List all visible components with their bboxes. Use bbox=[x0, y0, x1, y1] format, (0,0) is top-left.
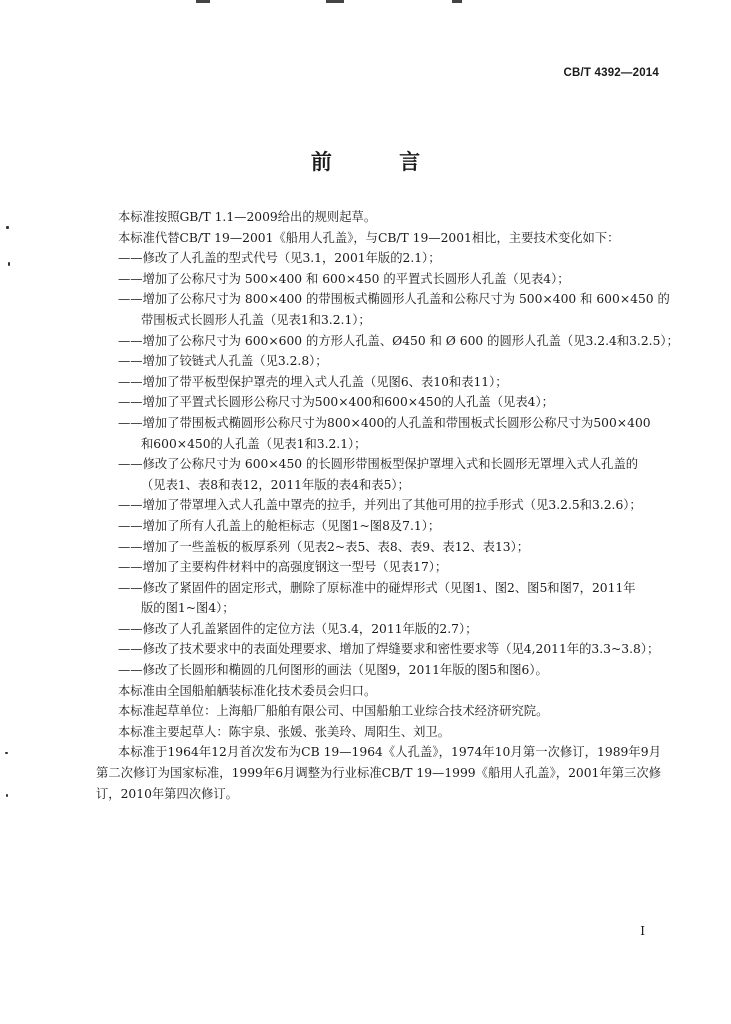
paragraph-history: 本标准于1964年12月首次发布为CB 19—1964《人孔盖》，1974年10月第一次修订，1989年9月第二次修订为国家标准，1999年6月调整为行业标准CB/T 19—1999《船用人孔盖》，2001年第三次修订，2010年第四次修订。 bbox=[96, 745, 661, 801]
list-item: ——修改了技术要求中的表面处理要求、增加了焊缝要求和密性要求等（见4,2011年的3.3~3.8）； bbox=[118, 642, 660, 657]
list-item-continuation: （见表1、表8和表12，2011年版的表4和表5）； bbox=[141, 477, 410, 492]
list-item: ——增加了带罩埋入式人孔盖中罩壳的拉手，并列出了其他可用的拉手形式（见3.2.5和3.2.6）； bbox=[118, 498, 642, 513]
list-item: ——增加了铰链式人孔盖（见3.2.8）； bbox=[118, 354, 328, 369]
paragraph-committee: 本标准由全国船舶舾装标准化技术委员会归口。 bbox=[118, 683, 377, 698]
scan-speck bbox=[5, 752, 8, 754]
list-item: ——修改了紧固件的固定形式，删除了原标准中的碰焊形式（见图1、图2、图5和图7，2011年 bbox=[118, 580, 636, 595]
list-item: ——增加了主要构件材料中的高强度钢这一型号（见表17）； bbox=[118, 560, 448, 575]
paragraph-replacement: 本标准代替CB/T 19—2001《船用人孔盖》，与CB/T 19—2001相比，主要技术变化如下： bbox=[118, 230, 620, 245]
page-number: I bbox=[640, 924, 645, 938]
paragraph-drafting-units: 本标准起草单位：上海船厂船舶有限公司、中国船舶工业综合技术经济研究院。 bbox=[118, 704, 549, 719]
list-item: ——修改了长圆形和椭圆的几何图形的画法（见图9，2011年版的图5和图6）。 bbox=[118, 663, 548, 678]
list-item: ——增加了公称尺寸为 500×400 和 600×450 的平置式长圆形人孔盖（见表4）； bbox=[118, 271, 570, 286]
list-item: ——增加了带平板型保护罩壳的埋入式人孔盖（见图6、表10和表11）； bbox=[118, 374, 508, 389]
scan-edge-mark bbox=[452, 0, 462, 3]
list-item: ——修改了公称尺寸为 600×450 的长圆形带围板型保护罩埋入式和长圆形无罩埋入式人孔盖的 bbox=[118, 457, 639, 472]
list-item-continuation: 带围板式长圆形人孔盖（见表1和3.2.1）； bbox=[141, 312, 371, 327]
page-title: 前 言 bbox=[310, 149, 451, 174]
list-item: ——增加了公称尺寸为 800×400 的带围板式椭圆形人孔盖和公称尺寸为 500×400 和 600×450 的 bbox=[118, 292, 670, 307]
paragraph-drafters: 本标准主要起草人：陈宇泉、张媛、张美玲、周阳生、刘卫。 bbox=[118, 724, 451, 739]
standard-code: CB/T 4392—2014 bbox=[563, 67, 659, 79]
scan-speck bbox=[8, 262, 10, 266]
scan-edge-mark bbox=[326, 0, 344, 3]
list-item: ——增加了一些盖板的板厚系列（见表2~表5、表8、表9、表12、表13）； bbox=[118, 539, 530, 554]
paragraph-drafting-rules: 本标准按照GB/T 1.1—2009给出的规则起草。 bbox=[118, 210, 377, 224]
scan-speck bbox=[6, 794, 8, 797]
scan-edge-mark bbox=[196, 0, 210, 3]
list-item-continuation: 版的图1~图4）； bbox=[141, 601, 235, 616]
list-item: ——增加了所有人孔盖上的舱柜标志（见图1~图8及7.1）； bbox=[118, 518, 441, 533]
list-item: ——修改了人孔盖紧固件的定位方法（见3.4，2011年版的2.7）； bbox=[118, 621, 478, 636]
list-item: ——增加了带围板式椭圆形公称尺寸为800×400的人孔盖和带围板式长圆形公称尺寸为500×400 bbox=[118, 415, 651, 430]
list-item: ——增加了平置式长圆形公称尺寸为500×400和600×450的人孔盖（见表4）； bbox=[118, 395, 554, 410]
list-item: ——增加了公称尺寸为 600×600 的方形人孔盖、Ø450 和 Ø 600 的圆形人孔盖（见3.2.4和3.2.5）； bbox=[118, 333, 679, 348]
list-item: ——修改了人孔盖的型式代号（见3.1，2001年版的2.1）； bbox=[118, 251, 441, 266]
changes-list bbox=[96, 248, 679, 680]
foreword-body bbox=[96, 207, 679, 804]
scan-speck bbox=[6, 226, 9, 229]
list-item-continuation: 和600×450的人孔盖（见表1和3.2.1）； bbox=[141, 436, 367, 451]
